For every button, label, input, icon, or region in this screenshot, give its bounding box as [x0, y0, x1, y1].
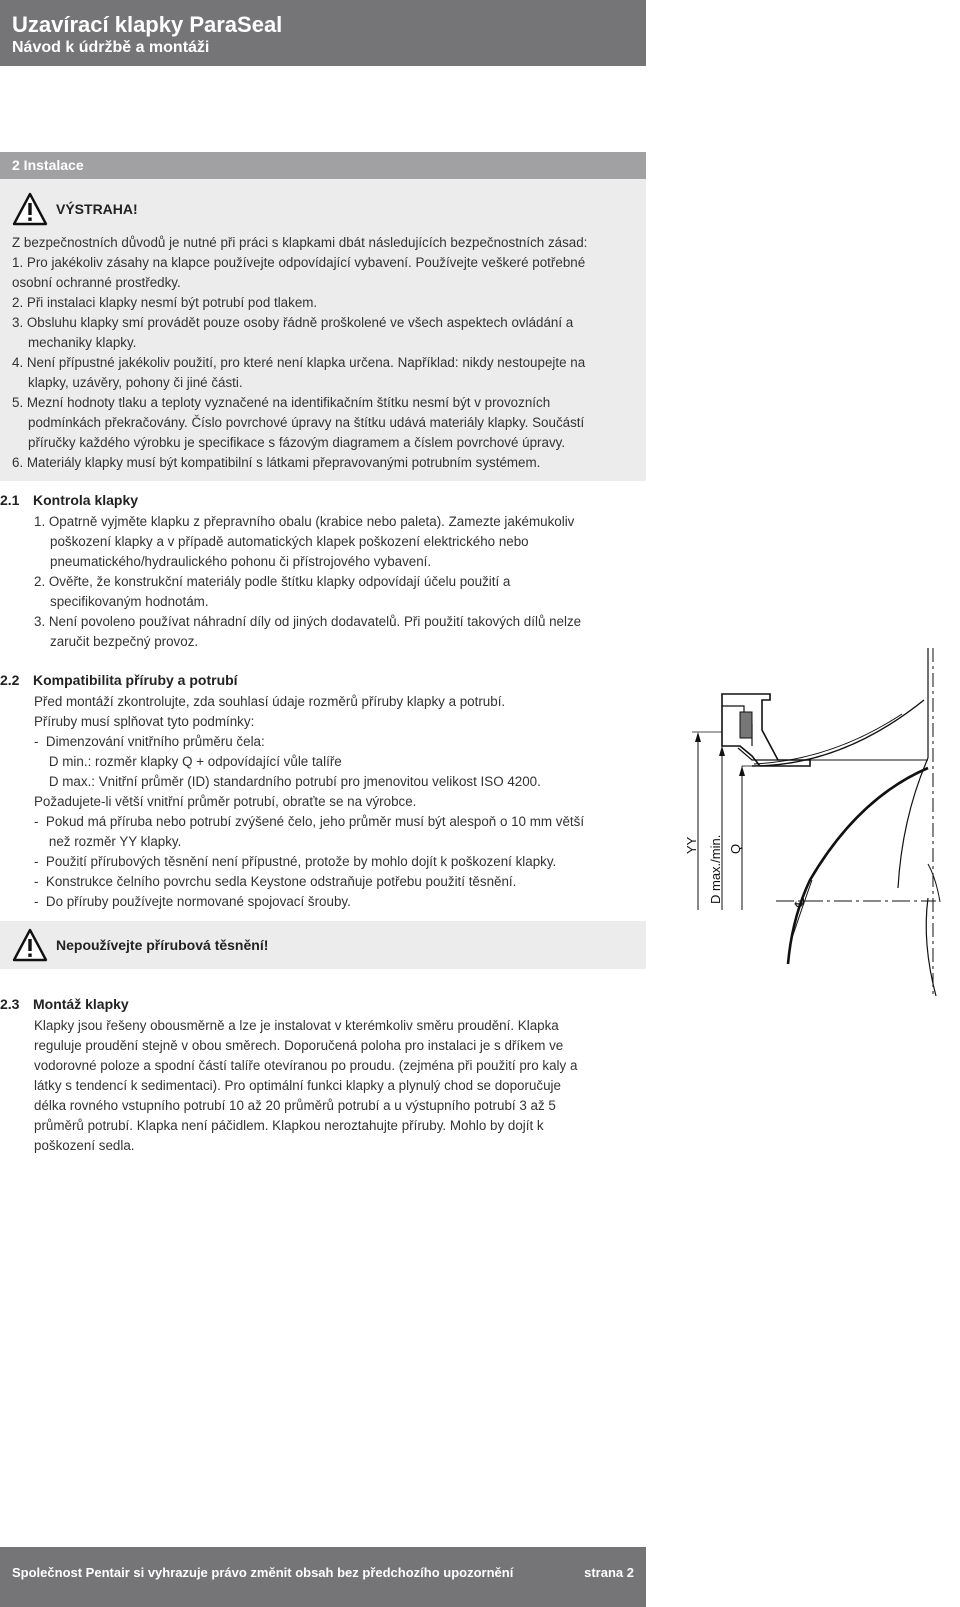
flange-outline: [722, 694, 810, 766]
document-title: Uzavírací klapky ParaSeal: [12, 12, 283, 37]
warning-line: klapky, uzávěry, pohony či jiné části.: [28, 375, 243, 390]
body-line: - Dimenzování vnitřního průměru čela:: [34, 734, 265, 749]
right-arc-3: [928, 864, 940, 902]
body-line: látky s tendencí k sedimentaci). Pro optimální funkci klapky a plynulý chod se doporučuje: [34, 1078, 561, 1093]
subsection-heading-2-1: [0, 492, 138, 508]
body-line: 1. Opatrně vyjměte klapku z přepravního obalu (krabice nebo paleta). Zamezte jakémukoliv: [34, 514, 575, 529]
body-line: - Do příruby používejte normované spojovací šrouby.: [34, 894, 351, 909]
disc-arc-outer: [752, 700, 924, 766]
body-line: specifikovaným hodnotám.: [50, 594, 209, 609]
body-line: průměrů potrubí. Klapka není páčidlem. Klapkou neroztahujte příruby. Mohlo by dojít k: [34, 1118, 544, 1133]
body-arc-small: [792, 880, 812, 938]
subsection-body-2-3: [0, 1016, 577, 1156]
subsection-heading-2-3: [0, 996, 129, 1012]
body-line: 3. Není povoleno používat náhradní díly od jiných dodavatelů. Při použití takových dílů nelze: [34, 614, 582, 629]
footer-disclaimer: Společnost Pentair si vyhrazuje právo změnit obsah bez předchozího upozornění: [12, 1565, 514, 1580]
subsection-number: 2.2: [0, 672, 20, 688]
label-centerline: ℄: [793, 898, 808, 907]
body-line: zaručit bezpečný provoz.: [50, 634, 199, 649]
section-heading: 2 Instalace: [0, 152, 646, 179]
gasket-warning-box: [0, 921, 646, 969]
warning-line: příručky každého výrobku je specifikace s fázovým diagramem a číslem povrchové úpravy.: [28, 435, 566, 450]
subsection-title: Montáž klapky: [33, 996, 129, 1012]
subsection-title: Kompatibilita příruby a potrubí: [33, 672, 238, 688]
warning-line: 6. Materiály klapky musí být kompatibilní s látkami přepravovanými potrubním systémem.: [12, 455, 541, 470]
body-line: D min.: rozměr klapky Q + odpovídající vůle talíře: [34, 754, 342, 769]
warning-line: podmínkách překračovány. Číslo povrchové úpravy na štítku udává materiály klapky. Součástí: [28, 415, 585, 430]
right-arc: [898, 758, 928, 888]
label-yy: YY: [684, 836, 699, 854]
body-arc-large: [788, 768, 928, 964]
subsection-body-2-1: [0, 512, 581, 652]
subsection-number: 2.1: [0, 492, 20, 508]
page-header: [0, 0, 646, 66]
body-line: Klapky jsou řešeny obousměrně a lze je instalovat v kterémkoliv směru proudění. Klapka: [34, 1018, 559, 1033]
warning-line: 1. Pro jakékoliv zásahy na klapce používejte odpovídající vybavení. Používejte veškeré potřebné: [12, 255, 586, 270]
body-line: reguluje proudění stejně v obou směrech. Doporučená poloha pro instalaci je s dříkem ve: [34, 1038, 564, 1053]
page-number: strana 2: [584, 1565, 634, 1580]
warning-line: 5. Mezní hodnoty tlaku a teploty vyznačené na identifikačním štítku nesmí být v provozních: [12, 395, 551, 410]
body-line: - Použití přírubových těsnění není přípustné, protože by mohlo dojít k poškození klapky.: [34, 854, 557, 869]
body-line: - Konstrukce čelního povrchu sedla Keystone odstraňuje potřebu použití těsnění.: [34, 874, 517, 889]
warning-line: 4. Není přípustné jakékoliv použití, pro které není klapka určena. Například: nikdy nestoupejte na: [12, 355, 586, 370]
warning-line: Z bezpečnostních důvodů je nutné při práci s klapkami dbát následujících bezpečnostních zásad:: [12, 235, 588, 250]
warning-line: 3. Obsluhu klapky smí provádět pouze osoby řádně proškolené ve všech aspektech ovládání a: [12, 315, 574, 330]
warning-text: [12, 233, 634, 473]
body-line: poškození sedla.: [34, 1138, 135, 1153]
warning-box: [0, 179, 646, 481]
warning-line: 2. Při instalaci klapky nesmí být potrubí pod tlakem.: [12, 295, 318, 310]
page-footer: [0, 1547, 646, 1607]
body-line: Před montáží zkontrolujte, zda souhlasí údaje rozměrů příruby klapky a potrubí.: [34, 694, 506, 709]
body-line: délka rovného vstupního potrubí 10 až 20 průměrů potrubí a u výstupního potrubí 3 až 5: [34, 1098, 556, 1113]
body-line: vodorovné poloze a spodní částí talíře otevíranou po proudu. (zejména při použití pro kaly a: [34, 1058, 578, 1073]
body-line: D max.: Vnitřní průměr (ID) standardního potrubí pro jmenovitou velikost ISO 4200.: [34, 774, 541, 789]
warning-line: osobní ochranné prostředky.: [12, 275, 181, 290]
body-line: než rozměr YY klapky.: [34, 834, 182, 849]
gasket-warning-text: Nepoužívejte přírubová těsnění!: [56, 937, 269, 953]
right-arc-2: [926, 898, 936, 996]
subsection-heading-2-2: [0, 672, 238, 688]
warning-icon: [12, 928, 48, 962]
body-line: 2. Ověřte, že konstrukční materiály podle štítku klapky odpovídají účelu použití a: [34, 574, 511, 589]
body-line: Příruby musí splňovat tyto podmínky:: [34, 714, 255, 729]
warning-title: VÝSTRAHA!: [56, 201, 138, 217]
seat-section: [740, 712, 752, 738]
subsection-number: 2.3: [0, 996, 20, 1012]
document-subtitle: Návod k údržbě a montáži: [12, 39, 210, 56]
subsection-title: Kontrola klapky: [33, 492, 139, 508]
body-line: poškození klapky a v případě automatických klapek poškození elektrického nebo: [50, 534, 529, 549]
body-line: Požadujete-li větší vnitřní průměr potrubí, obraťte se na výrobce.: [34, 794, 417, 809]
subsection-body-2-2: [0, 692, 584, 912]
label-dmax-min: D max./min.: [708, 834, 723, 904]
body-line: pneumatického/hydraulického pohonu či přístrojového vybavení.: [50, 554, 432, 569]
warning-icon: [12, 192, 48, 226]
body-line: - Pokud má příruba nebo potrubí zvýšené čelo, jeho průměr musí být alespoň o 10 mm větší: [34, 814, 585, 829]
flange-dimension-diagram: [684, 648, 960, 998]
label-q: Q: [728, 843, 743, 854]
warning-line: mechaniky klapky.: [28, 335, 137, 350]
